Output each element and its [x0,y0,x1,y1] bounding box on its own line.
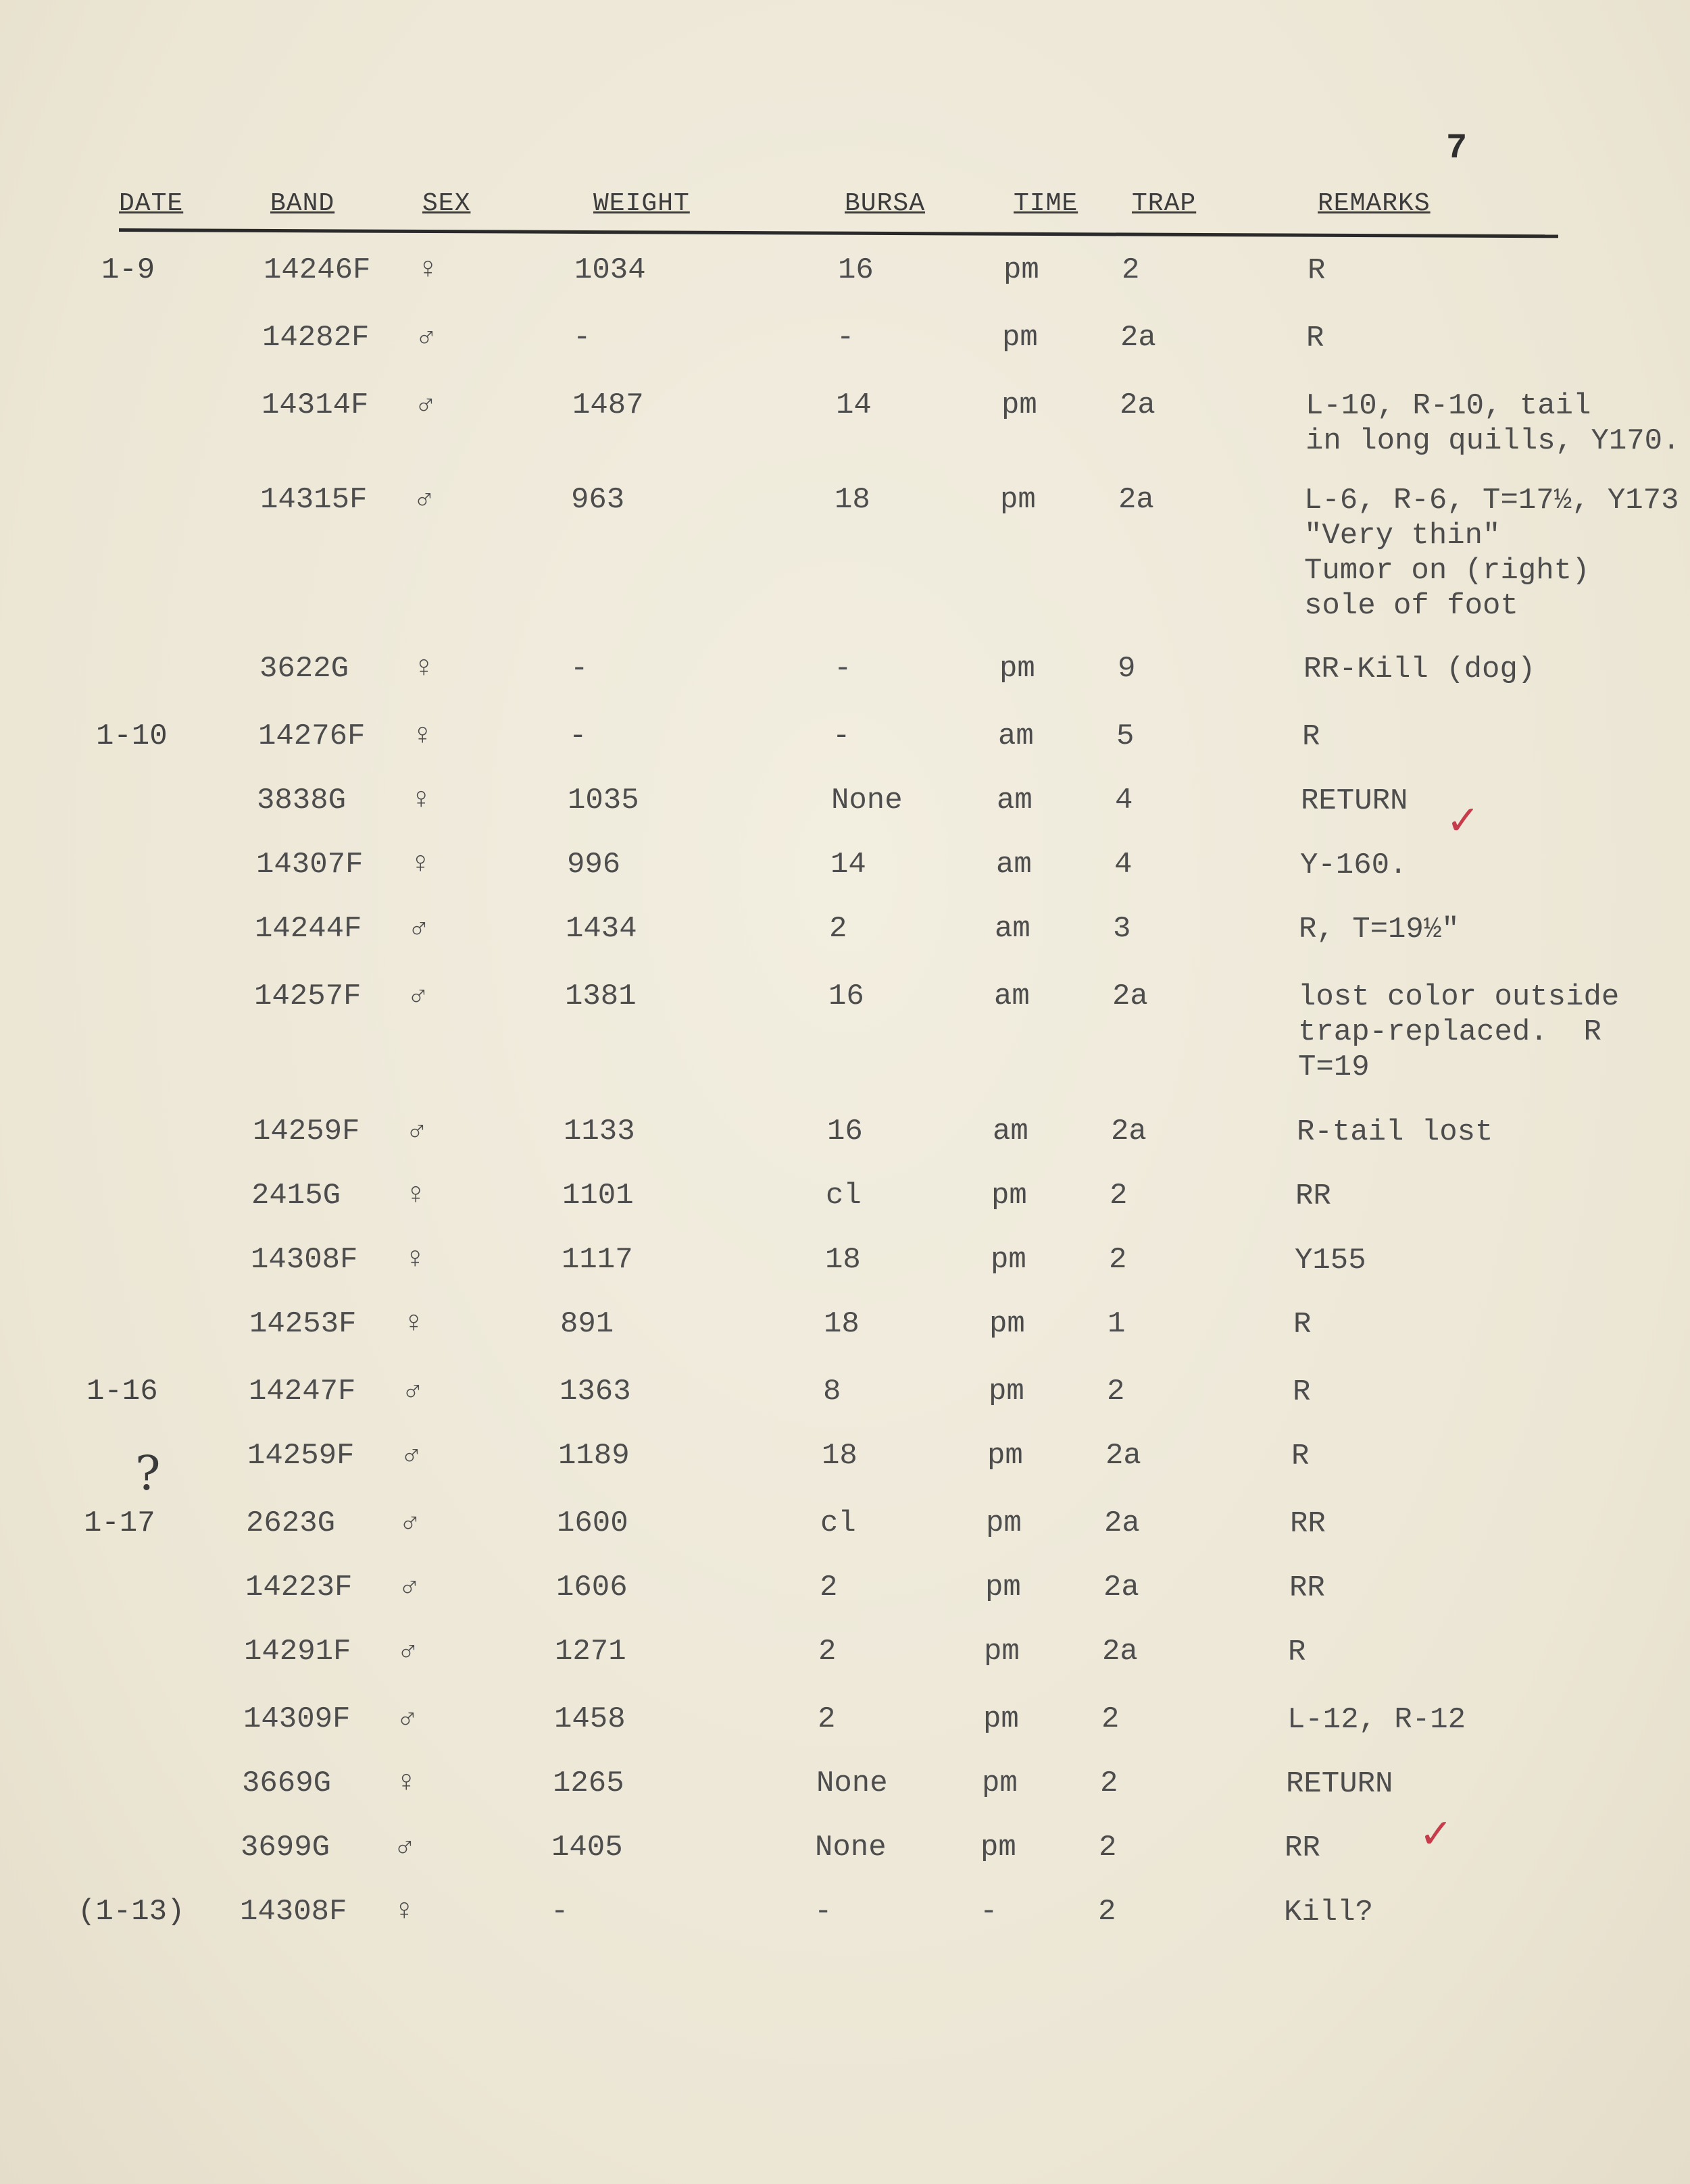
cell-trap: 2 [1109,1243,1127,1277]
cell-weight: 1265 [553,1767,624,1800]
cell-remarks: R [1291,1440,1310,1473]
cell-trap: 2a [1120,388,1155,422]
cell-band: 14308F [240,1895,347,1929]
cell-trap: 2a [1120,321,1156,355]
cell-remarks: Y-160. [1300,848,1408,882]
cell-date: (1-13) [78,1895,185,1929]
cell-remarks: R [1308,254,1326,288]
cell-trap: 2 [1098,1895,1116,1929]
cell-weight: 1606 [556,1571,628,1604]
cell-remarks: L-10, R-10, tail in long quills, Y170. [1306,389,1681,458]
handwritten-mark: ? [135,1446,161,1501]
header-weight: WEIGHT [593,189,690,218]
cell-time: pm [999,652,1035,686]
cell-remarks: lost color outside trap-replaced. R T=19 [1298,980,1620,1084]
cell-remarks: R, T=19½" [1299,913,1460,946]
cell-remarks: R [1306,322,1324,355]
cell-trap: 2a [1104,1506,1140,1540]
cell-remarks: L-12, R-12 [1287,1703,1466,1737]
cell-weight: 1434 [566,912,637,946]
cell-remarks: L-6, R-6, T=17½, Y173 "Very thin" Tumor on (right) sole of foot [1304,484,1679,623]
cell-weight: 891 [560,1307,614,1341]
cell-sex: ♀ [412,784,430,817]
cell-band: 14314F [262,388,369,422]
cell-sex: ♂ [401,1571,419,1604]
cell-weight: 1189 [558,1439,630,1473]
cell-bursa: 2 [820,1571,838,1604]
cell-remarks: R [1293,1375,1311,1409]
cell-sex: ♀ [395,1895,414,1929]
cell-remarks: RR [1289,1571,1325,1605]
cell-bursa: 14 [830,848,866,882]
cell-remarks: RETURN [1301,784,1408,818]
header-remarks: REMARKS [1318,189,1431,218]
cell-band: 14282F [262,321,370,355]
cell-sex: ♂ [399,1702,417,1736]
cell-weight: - [569,719,587,753]
cell-band: 14307F [256,848,364,882]
cell-band: 14244F [255,912,362,946]
cell-time: pm [984,1635,1020,1669]
cell-sex: ♂ [396,1831,414,1864]
cell-remarks: RETURN [1286,1767,1393,1801]
check-mark-icon: ✓ [1446,797,1481,844]
cell-time: pm [987,1439,1023,1473]
cell-weight: 1487 [572,388,644,422]
cell-sex: ♀ [414,719,432,753]
cell-trap: 2 [1101,1702,1120,1736]
cell-weight: 996 [567,848,621,882]
cell-time: pm [991,1243,1026,1277]
cell-time: am [993,1115,1028,1148]
cell-remarks: RR [1290,1507,1326,1541]
cell-trap: 2 [1107,1375,1125,1408]
cell-remarks: R [1293,1308,1312,1342]
cell-weight: 1133 [564,1115,635,1148]
cell-band: 14308F [251,1243,358,1277]
cell-time: pm [983,1702,1019,1736]
cell-band: 3838G [257,784,347,817]
cell-bursa: 14 [836,388,872,422]
cell-band: 14315F [260,483,368,517]
cell-trap: 1 [1108,1307,1126,1341]
cell-trap: 4 [1115,784,1133,817]
cell-bursa: 2 [818,1635,837,1669]
cell-sex: ♀ [406,1243,424,1277]
cell-band: 14247F [249,1375,356,1408]
cell-bursa: - [837,321,855,355]
cell-trap: 5 [1116,719,1135,753]
cell-bursa: 16 [827,1115,863,1148]
cell-weight: 1600 [557,1506,628,1540]
cell-bursa: - [832,719,851,753]
cell-weight: 1035 [568,784,639,817]
cell-time: am [997,784,1033,817]
cell-band: 14276F [258,719,366,753]
cell-sex: ♂ [404,1375,422,1408]
cell-sex: ♀ [397,1767,416,1800]
cell-bursa: - [834,652,852,686]
cell-band: 14223F [245,1571,353,1604]
header-time: TIME [1014,189,1078,218]
cell-time: am [994,980,1030,1013]
cell-bursa: cl [820,1506,856,1540]
cell-band: 14246F [264,253,371,287]
cell-trap: 2 [1122,253,1140,287]
header-trap: TRAP [1132,189,1197,218]
cell-weight: - [573,321,591,355]
cell-time: pm [1003,253,1039,287]
cell-trap: 2 [1110,1179,1128,1213]
cell-remarks: R [1288,1635,1306,1669]
header-sex: SEX [422,189,471,218]
cell-trap: 2 [1100,1767,1118,1800]
cell-trap: 2a [1112,980,1148,1013]
cell-weight: 963 [571,483,625,517]
cell-trap: 2a [1118,483,1154,517]
header-date: DATE [119,189,184,218]
cell-weight: - [570,652,589,686]
check-mark-icon: ✓ [1419,1810,1453,1858]
cell-sex: ♂ [418,321,436,355]
cell-bursa: 16 [838,253,874,287]
cell-remarks: RR [1295,1179,1331,1213]
cell-band: 3669G [242,1767,332,1800]
cell-weight: - [551,1895,569,1929]
header-band: BAND [270,189,335,218]
cell-bursa: 18 [835,483,870,517]
cell-sex: ♂ [408,1115,426,1148]
cell-weight: 1101 [562,1179,634,1213]
cell-bursa: 18 [825,1243,861,1277]
cell-remarks: Y155 [1295,1244,1366,1277]
cell-band: 14253F [249,1307,357,1341]
cell-trap: 2 [1099,1831,1117,1864]
header-bursa: BURSA [845,189,926,218]
cell-sex: ♂ [417,388,435,422]
cell-date: 1-10 [96,719,168,753]
cell-bursa: 2 [818,1702,836,1736]
cell-time: am [998,719,1034,753]
cell-bursa: 8 [823,1375,841,1408]
cell-weight: 1034 [574,253,646,287]
cell-time: pm [986,1506,1022,1540]
cell-bursa: cl [826,1179,862,1213]
cell-time: - [980,1895,998,1929]
cell-trap: 4 [1114,848,1133,882]
cell-bursa: 2 [829,912,847,946]
cell-remarks: Kill? [1284,1896,1374,1929]
cell-time: pm [980,1831,1016,1864]
cell-time: pm [1001,388,1037,422]
cell-sex: ♂ [416,483,434,517]
cell-trap: 2a [1111,1115,1147,1148]
cell-sex: ♀ [412,848,430,882]
cell-sex: ♀ [419,253,437,287]
cell-time: pm [1000,483,1036,517]
cell-band: 14259F [247,1439,355,1473]
cell-date: 1-16 [86,1375,158,1408]
cell-bursa: 18 [824,1307,860,1341]
cell-time: pm [985,1571,1021,1604]
cell-date: 1-9 [101,253,155,287]
cell-bursa: 16 [828,980,864,1013]
cell-weight: 1381 [565,980,637,1013]
cell-trap: 3 [1113,912,1131,946]
cell-time: pm [991,1179,1027,1213]
cell-trap: 2a [1105,1439,1141,1473]
cell-time: pm [1002,321,1038,355]
cell-band: 2623G [246,1506,336,1540]
cell-trap: 2a [1102,1635,1138,1669]
cell-band: 14291F [244,1635,351,1669]
cell-band: 2415G [251,1179,341,1213]
cell-sex: ♂ [399,1635,418,1669]
cell-sex: ♂ [401,1506,420,1540]
cell-band: 3699G [241,1831,330,1864]
cell-trap: 9 [1118,652,1136,686]
cell-remarks: RR-Kill (dog) [1303,653,1536,686]
cell-weight: 1458 [554,1702,626,1736]
cell-trap: 2a [1103,1571,1139,1604]
cell-weight: 1363 [560,1375,631,1408]
cell-band: 3622G [259,652,349,686]
cell-time: am [996,848,1032,882]
cell-weight: 1405 [551,1831,623,1864]
cell-time: pm [989,1375,1024,1408]
cell-bursa: None [816,1767,888,1800]
cell-remarks: RR [1285,1831,1320,1865]
cell-weight: 1271 [555,1635,626,1669]
cell-bursa: - [814,1895,832,1929]
cell-sex: ♀ [407,1179,425,1213]
cell-sex: ♂ [403,1439,421,1473]
page-number: 7 [1446,128,1468,168]
cell-sex: ♀ [415,652,433,686]
cell-sex: ♀ [405,1307,423,1341]
cell-remarks: R-tail lost [1297,1115,1493,1149]
cell-bursa: None [815,1831,887,1864]
cell-band: 14309F [243,1702,351,1736]
cell-band: 14257F [254,980,362,1013]
cell-remarks: R [1302,720,1320,754]
cell-date: 1-17 [84,1506,155,1540]
cell-bursa: None [831,784,903,817]
cell-time: am [995,912,1030,946]
cell-weight: 1117 [562,1243,633,1277]
cell-sex: ♂ [410,912,428,946]
cell-time: pm [982,1767,1018,1800]
cell-sex: ♂ [409,980,428,1013]
cell-band: 14259F [253,1115,360,1148]
cell-time: pm [989,1307,1025,1341]
cell-bursa: 18 [822,1439,858,1473]
